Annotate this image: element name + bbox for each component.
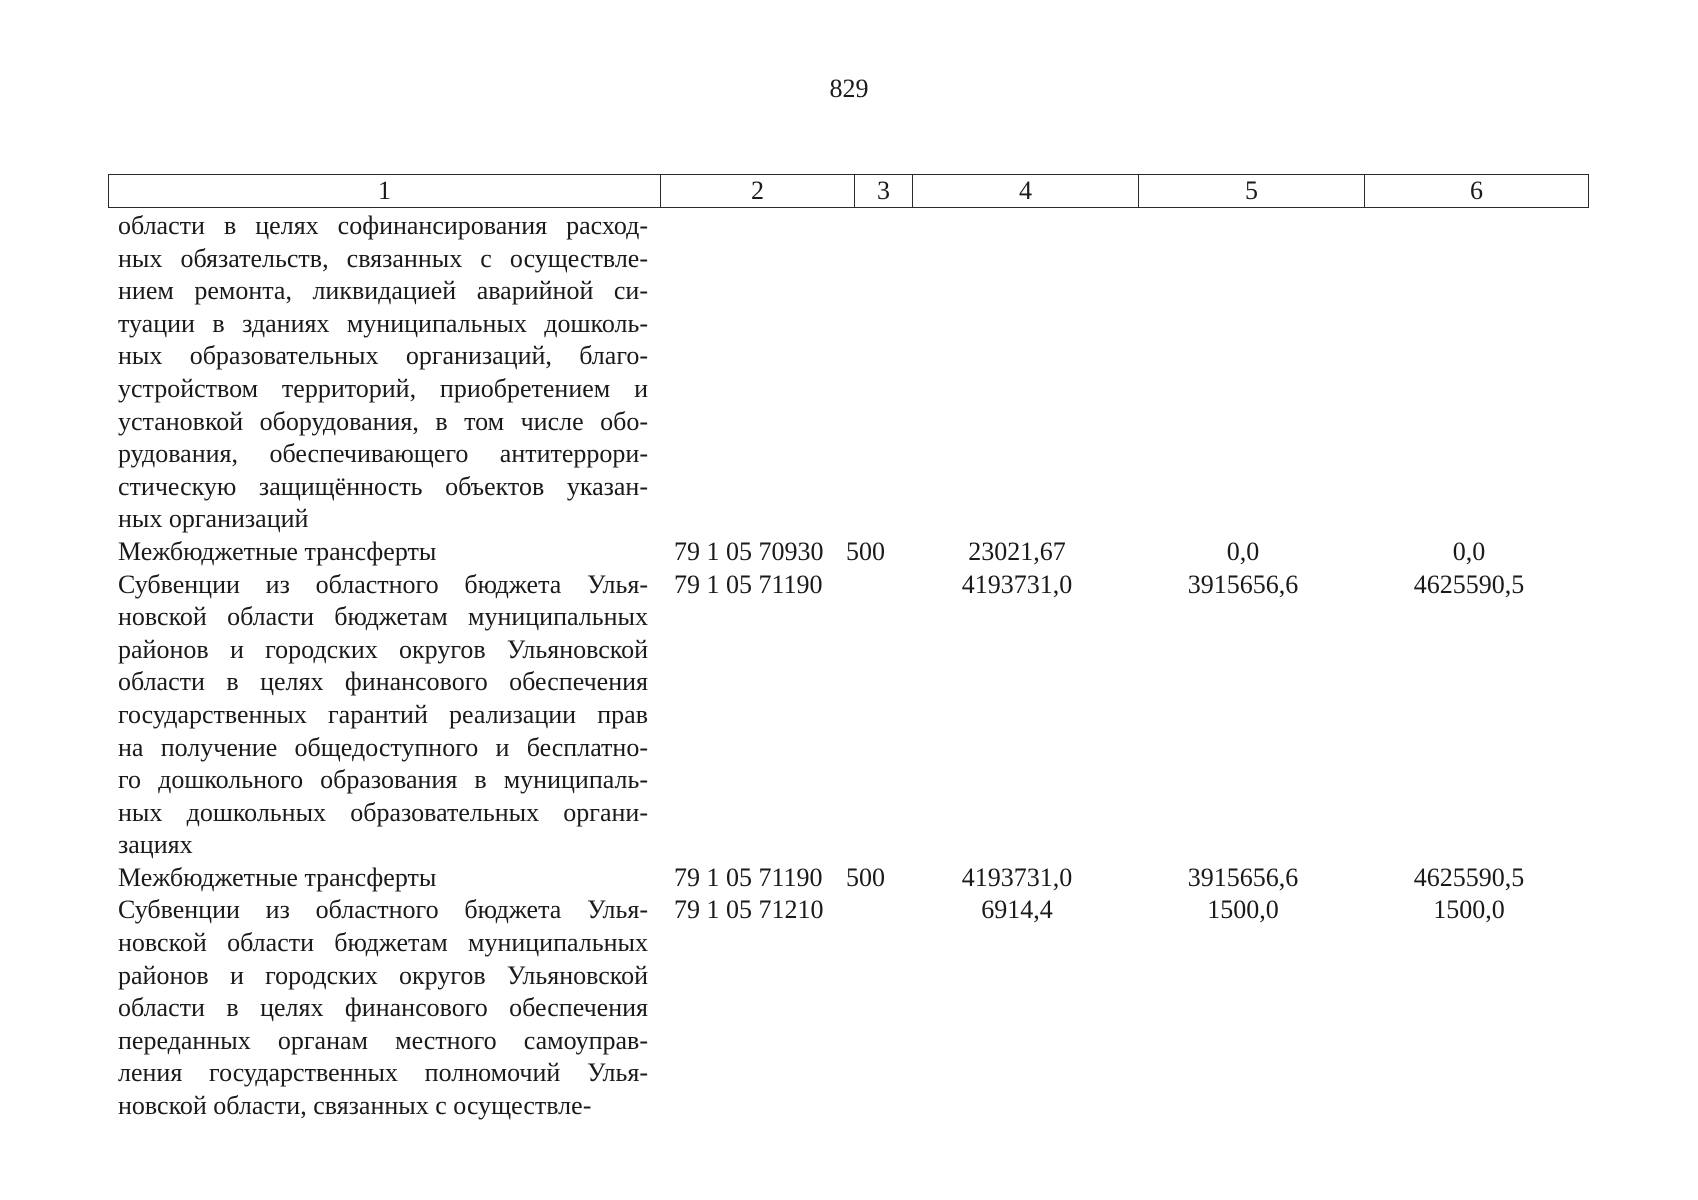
row-value-col6: 0,0 [1452, 536, 1486, 566]
row-code-cell: 79 1 05 71190 [674, 569, 823, 599]
row-name-line: стическую защищённость объектов указан- [118, 471, 648, 501]
row-name-line: Межбюджетные трансферты [118, 536, 437, 566]
row-name-line: области в целях софинансирования расход- [118, 211, 648, 240]
table-row [118, 894, 1588, 1122]
table-row [118, 862, 1588, 895]
column-header-2: 2 [661, 175, 855, 208]
row-name-line: го дошкольного образования в муниципаль- [118, 765, 648, 795]
row-name-line: районов и городских округов Ульяновской [118, 960, 648, 990]
row-value-col5: 3915656,6 [1187, 569, 1299, 599]
row-name-line: ных обязательств, связанных с осуществле- [118, 243, 648, 273]
row-name-cell [118, 894, 648, 1122]
row-type-cell: 500 [846, 862, 885, 892]
row-name-line: новской области бюджетам муниципальных [118, 602, 648, 632]
table-body [118, 210, 1588, 1123]
row-value-col4: 23021,67 [968, 536, 1066, 566]
table-row [118, 536, 1588, 569]
row-value-col6: 1500,0 [1433, 895, 1505, 925]
row-value-col6: 4625590,5 [1413, 862, 1525, 892]
row-name-line: установкой оборудования, в том числе обо- [118, 406, 648, 436]
row-value-col4: 4193731,0 [961, 862, 1073, 892]
row-value-col5: 0,0 [1226, 536, 1260, 566]
row-code-cell: 79 1 05 71210 [674, 895, 824, 925]
row-name-line: районов и городских округов Ульяновской [118, 634, 648, 664]
row-name-line: новской области, связанных с осуществле- [118, 1091, 592, 1121]
row-name-line: ных организаций [118, 504, 309, 534]
page-number: 829 [829, 74, 869, 103]
column-header-6: 6 [1365, 175, 1589, 208]
column-header-1: 1 [109, 175, 661, 208]
column-header-4: 4 [913, 175, 1139, 208]
row-value-col4: 4193731,0 [961, 569, 1073, 599]
row-name-line: на получение общедоступного и бесплатно- [118, 732, 648, 762]
row-name-line: области в целях финансового обеспечения [118, 993, 648, 1023]
row-value-col5: 3915656,6 [1187, 862, 1299, 892]
row-name-line: туации в зданиях муниципальных дошколь- [118, 308, 648, 338]
row-name-line: ления государственных полномочий Улья- [118, 1058, 648, 1088]
row-name-line: рудования, обеспечивающего антитеррори- [118, 439, 648, 469]
row-code-cell: 79 1 05 70930 [674, 536, 824, 566]
table-row [118, 569, 1588, 862]
table-row [118, 210, 1588, 536]
row-value-col4: 6914,4 [981, 895, 1053, 925]
row-name-line: Субвенции из областного бюджета Улья- [118, 895, 648, 925]
column-header-3: 3 [855, 175, 913, 208]
row-code-cell: 79 1 05 71190 [674, 862, 823, 892]
row-name-cell [118, 569, 648, 862]
row-name-cell [118, 210, 648, 536]
row-name-line: ных дошкольных образовательных органи- [118, 797, 648, 827]
row-type-cell: 500 [846, 536, 885, 566]
row-name-line: государственных гарантий реализации прав [118, 699, 648, 729]
column-header-5: 5 [1139, 175, 1365, 208]
column-header-row [109, 175, 1589, 208]
row-name-line: переданных органам местного самоуправ- [118, 1025, 648, 1055]
row-name-line: зациях [118, 830, 193, 860]
row-name-line: ных образовательных организаций, благо- [118, 341, 648, 371]
row-name-cell [118, 862, 648, 895]
row-name-line: Субвенции из областного бюджета Улья- [118, 569, 648, 599]
row-name-line: области в целях финансового обеспечения [118, 667, 648, 697]
row-value-col6: 4625590,5 [1413, 569, 1525, 599]
row-name-line: новской области бюджетам муниципальных [118, 928, 648, 958]
row-name-line: устройством территорий, приобретением и [118, 373, 648, 403]
row-name-line: Межбюджетные трансферты [118, 862, 437, 892]
row-name-cell [118, 536, 648, 569]
row-name-line: нием ремонта, ликвидацией аварийной си- [118, 276, 648, 306]
column-header-table [108, 174, 1589, 208]
row-value-col5: 1500,0 [1207, 895, 1279, 925]
